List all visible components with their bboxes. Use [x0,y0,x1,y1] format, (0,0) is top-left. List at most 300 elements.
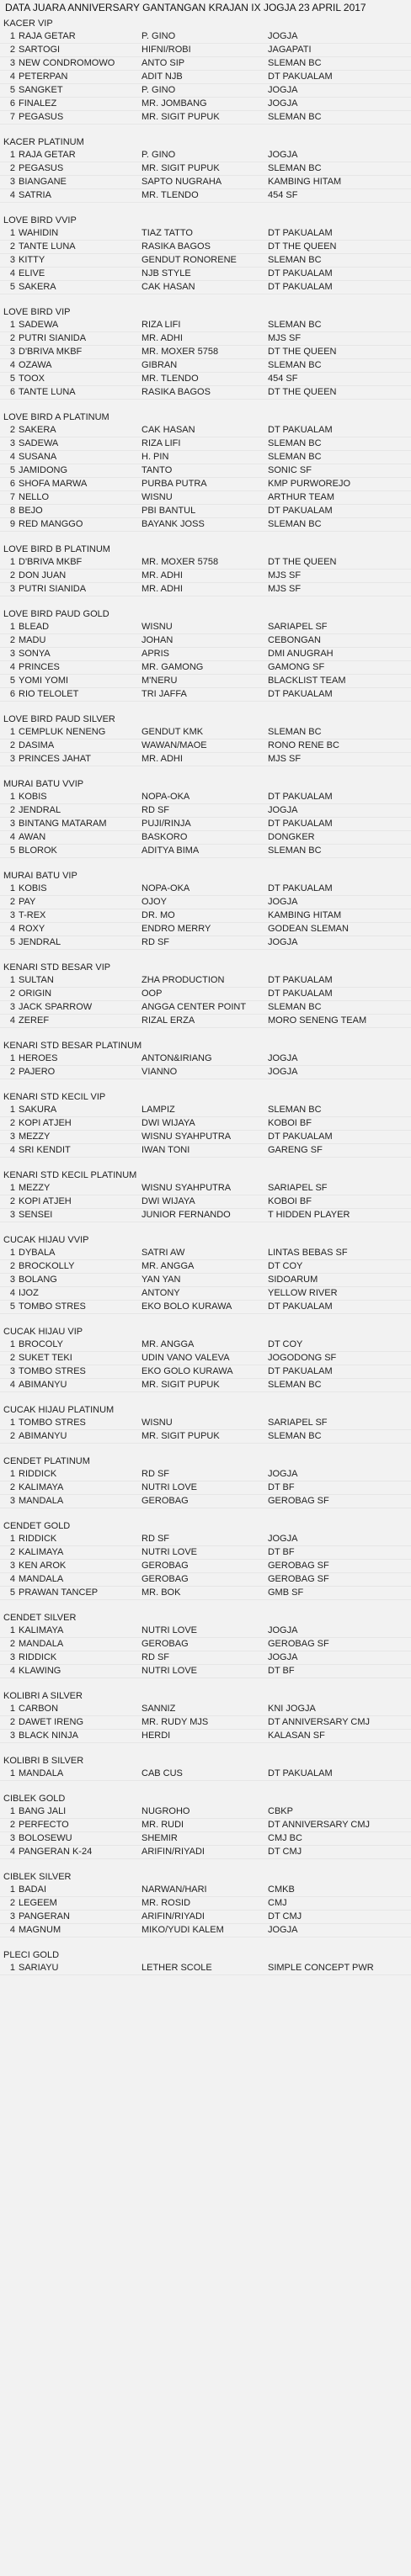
winner-row [0,189,411,203]
team-cell: SARIAPEL SF [268,1183,328,1193]
bird-name-cell: TOMBO STRES [19,1366,86,1376]
bird-name-cell: RED MANGGO [19,519,83,529]
bird-name-cell: MAGNUM [19,1925,61,1935]
class-title: LOVE BIRD PAUD SILVER [3,714,115,724]
rank-cell: 3 [9,1833,15,1843]
winner-row [0,804,411,818]
winner-row [0,1195,411,1209]
owner-cell: ANGGA CENTER POINT [141,1002,247,1012]
owner-cell: RASIKA BAGOS [141,241,211,252]
winner-row [0,1832,411,1846]
owner-cell: SATRI AW [141,1248,185,1258]
team-cell: SLEMAN BC [268,112,322,122]
class-section [0,962,411,1040]
winner-row [0,1884,411,1897]
owner-cell: UDIN VANO VALEVA [141,1353,230,1363]
winner-row [0,1703,411,1716]
section-spacer [0,1314,411,1326]
rank-cell: 4 [9,832,15,842]
rank-cell: 1 [9,1806,15,1816]
team-cell: SARIAPEL SF [268,622,328,632]
bird-name-cell: TANTE LUNA [19,241,76,252]
owner-cell: MR. TLENDO [141,374,199,384]
bird-name-cell: SARTOGI [19,45,61,55]
rank-cell: 5 [9,1587,15,1598]
team-cell: SLEMAN BC [268,1380,322,1390]
rank-cell: 5 [9,85,15,95]
class-header-row [0,608,411,621]
section-spacer [0,400,411,411]
winner-row [0,923,411,936]
team-cell: SIDOARUM [268,1275,318,1285]
team-cell: JOGJA [268,937,298,947]
bird-name-cell: RAJA GETAR [19,150,76,160]
owner-cell: RD SF [141,805,169,815]
bird-name-cell: NELLO [19,492,50,502]
owner-cell: DWI WIJAYA [141,1118,195,1128]
winner-row [0,1638,411,1651]
class-section [0,1455,411,1520]
owner-cell: H. PIN [141,452,169,462]
rank-cell: 1 [9,1704,15,1714]
bird-name-cell: SENSEI [19,1210,53,1220]
winner-row [0,556,411,570]
team-cell: SLEMAN BC [268,163,322,173]
owner-cell: TRI JAFFA [141,689,187,699]
bird-name-cell: KOBIS [19,792,47,802]
team-cell: JOGJA [268,150,298,160]
winner-row [0,726,411,739]
team-cell: BLACKLIST TEAM [268,676,346,686]
owner-cell: CAK HASAN [141,425,195,435]
winner-row [0,1209,411,1222]
team-cell: MORO SENENG TEAM [268,1015,367,1026]
rank-cell: 2 [9,897,15,907]
owner-cell: NJB STYLE [141,268,191,278]
winner-row [0,896,411,909]
owner-cell: MR. MOXER 5758 [141,557,219,567]
class-section [0,1690,411,1755]
class-section [0,1520,411,1612]
team-cell: LINTAS BEBAS SF [268,1248,348,1258]
owner-cell: RD SF [141,1652,169,1662]
owner-cell: GEROBAG [141,1574,189,1584]
team-cell: T HIDDEN PLAYER [268,1210,350,1220]
winner-row [0,1651,411,1665]
class-title: MURAI BATU VIP [3,871,77,881]
team-cell: GODEAN SLEMAN [268,924,349,934]
owner-cell: VIANNO [141,1067,178,1077]
winner-row [0,319,411,332]
owner-cell: PURBA PUTRA [141,479,207,489]
owner-cell: GEROBAG [141,1496,189,1506]
owner-cell: HERDI [141,1731,171,1741]
owner-cell: LETHER SCOLE [141,1963,212,1973]
owner-cell: EKO BOLO KURAWA [141,1301,232,1312]
owner-cell: PBI BANTUL [141,506,196,516]
bird-name-cell: T-REX [19,910,46,920]
winner-row [0,1911,411,1924]
bird-name-cell: RAJA GETAR [19,31,76,41]
winner-row [0,1962,411,1975]
rank-cell: 7 [9,492,15,502]
team-cell: SONIC SF [268,465,312,475]
section-spacer [0,1859,411,1871]
bird-name-cell: MANDALA [19,1496,64,1506]
winner-row [0,688,411,702]
winner-row [0,1573,411,1587]
rank-cell: 2 [9,1639,15,1649]
class-section [0,1793,411,1871]
class-title: KACER PLATINUM [3,137,84,147]
class-header-row [0,870,411,883]
rank-cell: 5 [9,676,15,686]
team-cell: DT PAKUALAM [268,883,333,893]
class-header-row [0,411,411,424]
class-header-row [0,1793,411,1805]
bird-name-cell: IJOZ [19,1288,39,1298]
class-title: MURAI BATU VVIP [3,779,84,789]
winner-row [0,505,411,518]
rank-cell: 1 [9,1053,15,1063]
owner-cell: NUTRI LOVE [141,1625,198,1635]
section-spacer [0,766,411,778]
class-header-row [0,1169,411,1182]
team-cell: DT PAKUALAM [268,228,333,238]
rank-cell: 1 [9,1339,15,1349]
rank-cell: 1 [9,1105,15,1115]
bird-name-cell: SADEWA [19,438,59,448]
bird-name-cell: PRINCES [19,662,60,672]
rank-cell: 2 [9,1261,15,1271]
team-cell: JOGJA [268,1925,298,1935]
rank-cell: 3 [9,1366,15,1376]
owner-cell: GEROBAG [141,1639,189,1649]
owner-cell: ANTON&IRIANG [141,1053,212,1063]
bird-name-cell: WAHIDIN [19,228,59,238]
rank-cell: 2 [9,1431,15,1441]
rank-cell: 1 [9,1183,15,1193]
team-cell: GAMONG SF [268,662,325,672]
winner-row [0,268,411,281]
class-header-row [0,543,411,556]
rank-cell: 3 [9,1731,15,1741]
owner-cell: BAYANK JOSS [141,519,205,529]
winner-row [0,1430,411,1444]
winner-row [0,1247,411,1260]
class-section [0,306,411,411]
team-cell: DT THE QUEEN [268,347,337,357]
team-cell: JOGJA [268,98,298,109]
team-cell: DT BF [268,1547,295,1557]
owner-cell: ADIT NJB [141,72,183,82]
rank-cell: 2 [9,425,15,435]
rank-cell: 4 [9,1145,15,1155]
rank-cell: 4 [9,1288,15,1298]
class-title: CIBLEK GOLD [3,1794,66,1804]
team-cell: DT PAKUALAM [268,1768,333,1778]
bird-name-cell: BROCKOLLY [19,1261,75,1271]
owner-cell: EKO GOLO KURAWA [141,1366,233,1376]
class-title: KENARI STD BESAR VIP [3,962,111,973]
section-spacer [0,596,411,608]
rank-cell: 2 [9,1067,15,1077]
team-cell: KOBOI BF [268,1118,312,1128]
winner-row [0,1587,411,1600]
team-cell: SIMPLE CONCEPT PWR [268,1963,374,1973]
class-title: CIBLEK SILVER [3,1872,72,1882]
bird-name-cell: KEN AROK [19,1561,67,1571]
winner-row [0,1533,411,1546]
team-cell: SARIAPEL SF [268,1418,328,1428]
team-cell: SLEMAN BC [268,452,322,462]
rank-cell: 7 [9,112,15,122]
team-cell: CMJ [268,1898,287,1908]
section-spacer [0,294,411,306]
team-cell: DT CMJ [268,1911,302,1921]
class-header-row [0,1520,411,1533]
class-section [0,608,411,713]
owner-cell: ZHA PRODUCTION [141,975,225,985]
winner-row [0,818,411,831]
team-cell: SLEMAN BC [268,438,322,448]
class-header-row [0,215,411,227]
winner-row [0,1301,411,1314]
team-cell: CMJ BC [268,1833,302,1843]
owner-cell: DR. MO [141,910,175,920]
rank-cell: 2 [9,1717,15,1727]
bird-name-cell: PEGASUS [19,112,64,122]
owner-cell: MR. BOK [141,1587,181,1598]
owner-cell: TIAZ TATTO [141,228,193,238]
owner-cell: TANTO [141,465,173,475]
rank-cell: 1 [9,228,15,238]
class-header-row [0,136,411,149]
winner-row [0,1104,411,1117]
class-header-row [0,1404,411,1417]
bird-name-cell: SAKURA [19,1105,57,1115]
rank-cell: 2 [9,635,15,645]
class-title: CENDET SILVER [3,1613,77,1623]
owner-cell: RIZA LIFI [141,320,181,330]
owner-cell: WISNU [141,1418,173,1428]
section-spacer [0,1678,411,1690]
team-cell: MJS SF [268,333,302,343]
winner-row [0,675,411,688]
winner-row [0,518,411,532]
winner-row [0,359,411,373]
bird-name-cell: KOPI ATJEH [19,1196,72,1206]
rank-cell: 2 [9,1482,15,1492]
rank-cell: 2 [9,805,15,815]
class-header-row [0,713,411,726]
bird-name-cell: AWAN [19,832,46,842]
bird-name-cell: BANG JALI [19,1806,67,1816]
winner-row [0,883,411,896]
rank-cell: 5 [9,465,15,475]
bird-name-cell: OZAWA [19,360,52,370]
bird-name-cell: PEGASUS [19,163,64,173]
rank-cell: 1 [9,975,15,985]
rank-cell: 1 [9,1963,15,1973]
winner-row [0,1481,411,1495]
rank-cell: 2 [9,740,15,750]
bird-name-cell: BINTANG MATARAM [19,819,107,829]
winner-row [0,1260,411,1274]
owner-cell: MR. ROSID [141,1898,191,1908]
team-cell: DT PAKUALAM [268,819,333,829]
bird-name-cell: SAKERA [19,282,56,292]
team-cell: JOGJA [268,1625,298,1635]
bird-name-cell: RIO TELOLET [19,689,79,699]
class-title: CUCAK HIJAU VVIP [3,1235,89,1245]
owner-cell: WISNU [141,622,173,632]
team-cell: SLEMAN BC [268,1431,322,1441]
bird-name-cell: ROXY [19,924,45,934]
bird-name-cell: SUSANA [19,452,57,462]
class-title: KENARI STD KECIL PLATINUM [3,1170,137,1180]
owner-cell: NARWAN/HARI [141,1884,207,1895]
class-header-row [0,1040,411,1052]
team-cell: GMB SF [268,1587,304,1598]
bird-name-cell: DON JUAN [19,570,67,580]
bird-name-cell: KALIMAYA [19,1547,64,1557]
owner-cell: PUJI/RINJA [141,819,191,829]
team-cell: SLEMAN BC [268,1105,322,1115]
team-cell: DT PAKUALAM [268,989,333,999]
bird-name-cell: PRAWAN TANCEP [19,1587,99,1598]
rank-cell: 3 [9,177,15,187]
winner-row [0,241,411,254]
section-spacer [0,203,411,215]
class-title: KOLIBRI A SILVER [3,1691,83,1701]
bird-name-cell: BOLOSEWU [19,1833,72,1843]
bird-name-cell: BLEAD [19,622,50,632]
rank-cell: 3 [9,438,15,448]
owner-cell: ARIFIN/RIYADI [141,1911,205,1921]
team-cell: SLEMAN BC [268,519,322,529]
team-cell: DT ANNIVERSARY CMJ [268,1717,371,1727]
rank-cell: 4 [9,1574,15,1584]
owner-cell: NUTRI LOVE [141,1547,198,1557]
owner-cell: MR. SIGIT PUPUK [141,163,220,173]
owner-cell: MR. ADHI [141,754,183,764]
team-cell: JOGJA [268,1469,298,1479]
owner-cell: P. GINO [141,150,176,160]
owner-cell: P. GINO [141,85,176,95]
team-cell: KNI JOGJA [268,1704,316,1714]
bird-name-cell: DAWET IRENG [19,1717,84,1727]
bird-name-cell: YOMI YOMI [19,676,69,686]
owner-cell: GIBRAN [141,360,178,370]
rank-cell: 3 [9,754,15,764]
bird-name-cell: D'BRIVA MKBF [19,347,83,357]
results-list [0,18,411,1975]
class-title: LOVE BIRD A PLATINUM [3,412,109,422]
rank-cell: 1 [9,1418,15,1428]
team-cell: DT PAKUALAM [268,268,333,278]
team-cell: GEROBAG SF [268,1574,329,1584]
class-title: KENARI STD KECIL VIP [3,1092,106,1102]
class-header-row [0,1091,411,1104]
rank-cell: 5 [9,282,15,292]
rank-cell: 1 [9,883,15,893]
rank-cell: 4 [9,360,15,370]
page-title: DATA JUARA ANNIVERSARY GANTANGAN KRAJAN IX JOGJA 23 APRIL 2017 [5,2,366,13]
team-cell: DT COY [268,1339,303,1349]
owner-cell: MR. SIGIT PUPUK [141,1431,220,1441]
team-cell: CEBONGAN [268,635,321,645]
bird-name-cell: TOOX [19,374,45,384]
bird-name-cell: PERFECTO [19,1820,69,1830]
team-cell: KALASAN SF [268,1731,325,1741]
owner-cell: MR. RUDY MJS [141,1717,209,1727]
class-section [0,543,411,608]
rank-cell: 1 [9,727,15,737]
bird-name-cell: KITTY [19,255,45,265]
class-header-row [0,18,411,30]
bird-name-cell: MEZZY [19,1183,51,1193]
winner-row [0,621,411,634]
rank-cell: 6 [9,689,15,699]
team-cell: KAMBING HITAM [268,177,342,187]
class-section [0,870,411,962]
team-cell: GARENG SF [268,1145,323,1155]
team-cell: DT PAKUALAM [268,975,333,985]
rank-cell: 4 [9,1380,15,1390]
team-cell: KAMBING HITAM [268,910,342,920]
team-cell: MJS SF [268,754,302,764]
owner-cell: MR. GAMONG [141,662,204,672]
section-spacer [0,702,411,713]
rank-cell: 1 [9,792,15,802]
owner-cell: DWI WIJAYA [141,1196,195,1206]
bird-name-cell: SANGKET [19,85,63,95]
rank-cell: 2 [9,333,15,343]
winner-row [0,98,411,111]
bird-name-cell: KALIMAYA [19,1625,64,1635]
class-section [0,1091,411,1169]
rank-cell: 9 [9,519,15,529]
team-cell: DT PAKUALAM [268,1301,333,1312]
winner-row [0,634,411,648]
bird-name-cell: PUTRI SIANIDA [19,333,87,343]
class-section [0,1755,411,1793]
rank-cell: 3 [9,1652,15,1662]
bird-name-cell: SARIAYU [19,1963,59,1973]
rank-cell: 3 [9,584,15,594]
bird-name-cell: PUTRI SIANIDA [19,584,87,594]
owner-cell: JUNIOR FERNANDO [141,1210,231,1220]
winner-row [0,254,411,268]
team-cell: JOGJA [268,85,298,95]
bird-name-cell: NEW CONDROMOWO [19,58,115,68]
winner-row [0,478,411,491]
rank-cell: 4 [9,1666,15,1676]
owner-cell: MR. ADHI [141,570,183,580]
section-spacer [0,1158,411,1169]
rank-cell: 6 [9,479,15,489]
owner-cell: RIZA LIFI [141,438,181,448]
rank-cell: 3 [9,1132,15,1142]
winner-row [0,1379,411,1392]
winner-row [0,1144,411,1158]
winner-row [0,1001,411,1015]
bird-name-cell: MADU [19,635,46,645]
winner-row [0,1365,411,1379]
owner-cell: JOHAN [141,635,173,645]
winner-row [0,583,411,596]
